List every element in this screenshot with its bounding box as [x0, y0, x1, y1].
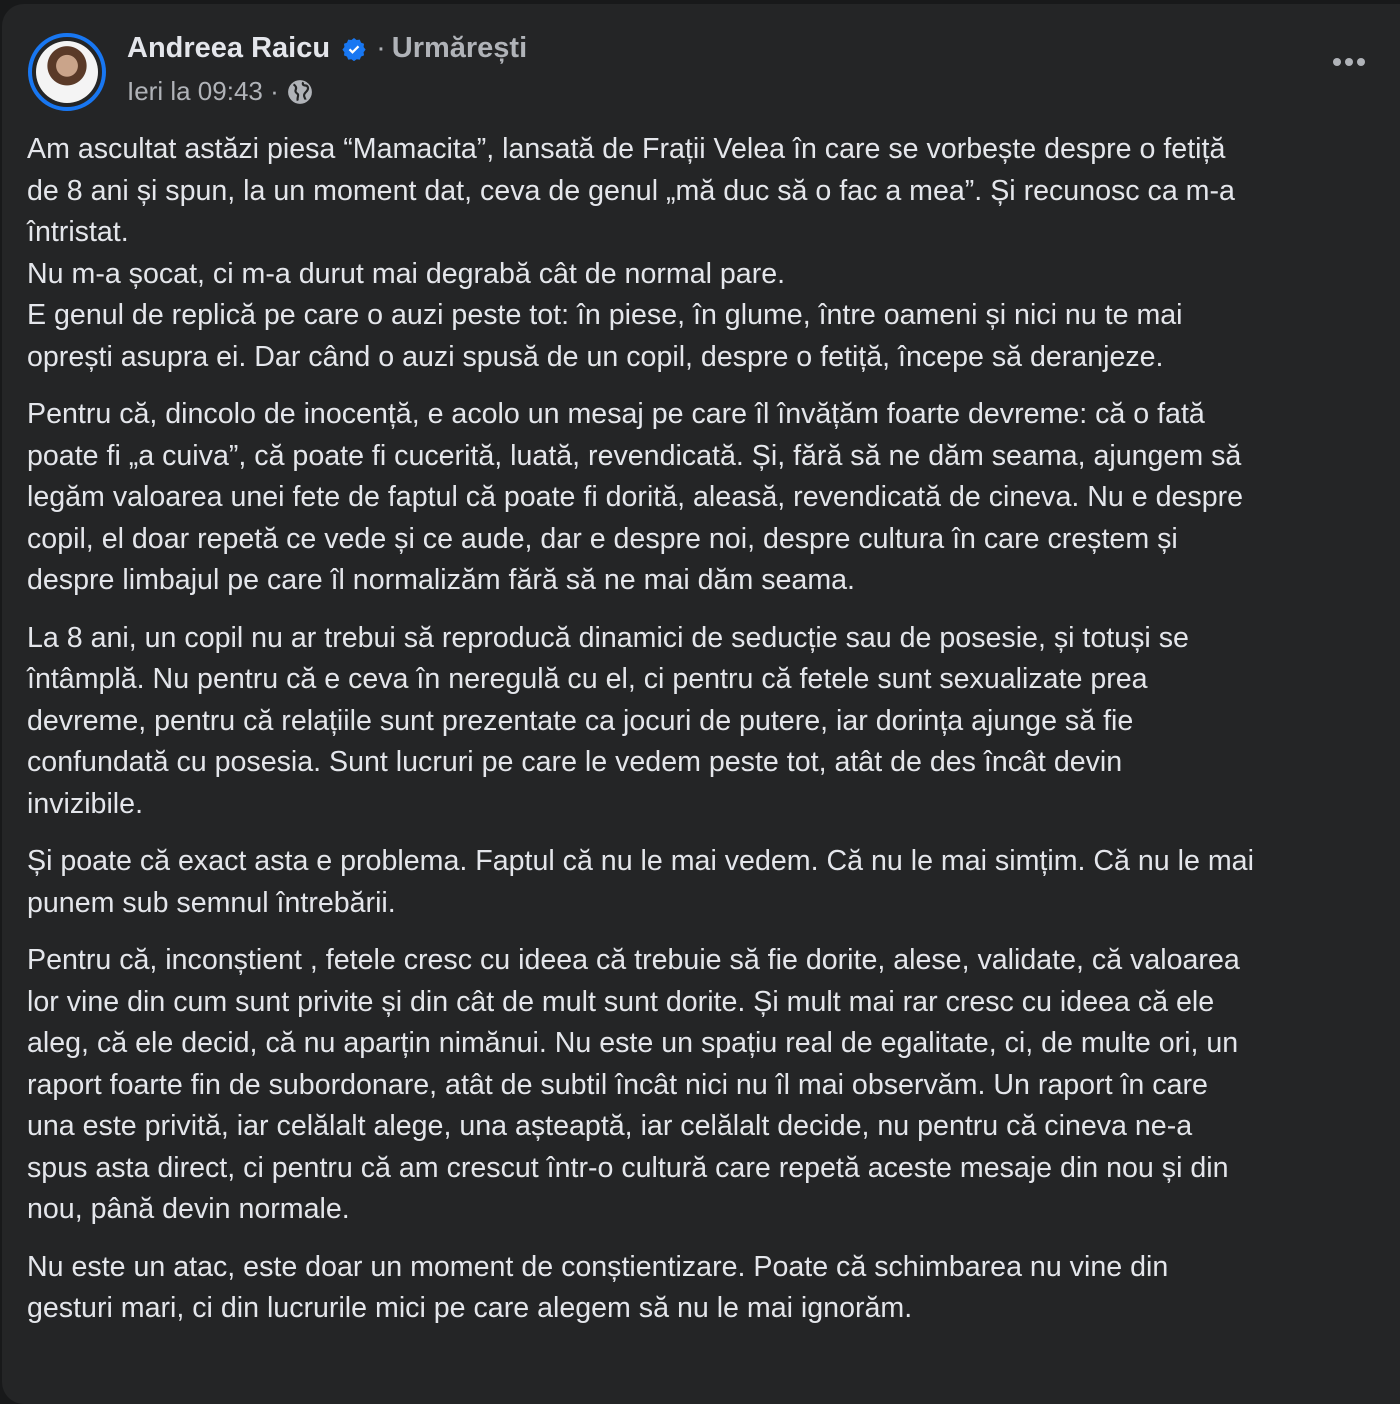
text-line: întâmplă. Nu pentru că e ceva în neregulă cu el, ci pentru că fetele sunt sexualizate prea	[27, 663, 1148, 695]
text-line: gesturi mari, ci din lucrurile mici pe care alegem să nu le mai ignorăm.	[27, 1292, 913, 1324]
text-line: Am ascultat astăzi piesa “Mamacita”, lansată de Frații Velea în care se vorbește despre o fetiță	[27, 133, 1226, 165]
verified-badge-icon	[342, 37, 366, 61]
text-line: nou, până devin normale.	[27, 1193, 350, 1225]
dot-icon	[1357, 58, 1365, 66]
text-line: Și poate că exact asta e problema. Faptul că nu le mai vedem. Că nu le mai simțim. Că nu le mai	[27, 845, 1254, 877]
text-line: Nu este un atac, este doar un moment de conștientizare. Poate că schimbarea nu vine din	[27, 1250, 1169, 1283]
post-paragraph	[27, 618, 1254, 826]
timestamp[interactable]: Ieri la 09:43 ·	[127, 76, 279, 106]
text-line: punem sub semnul întrebării.	[27, 886, 396, 919]
text-line: una este privită, iar celălalt alege, una așteaptă, iar celălalt decide, nu pentru că cineva ne-a	[27, 1110, 1193, 1142]
text-line: E genul de replică pe care o auzi peste tot: în piese, în glume, între oameni și nici nu te mai	[27, 299, 1183, 331]
text-line: spus asta direct, ci pentru că am crescut într-o cultură care repetă aceste mesaje din nou și din	[27, 1151, 1229, 1184]
post-paragraph	[27, 394, 1254, 602]
text-line: lor vine din cum sunt privite și din cât de mult sunt dorite. Și mult mai rar cresc cu ideea că ele	[27, 985, 1215, 1018]
text-line: confundată cu posesia. Sunt lucruri pe care le vedem peste tot, atât de des încât devin	[27, 746, 1123, 778]
text-line: întristat.	[27, 216, 129, 248]
text-line: Pentru că, inconștient , fetele cresc cu ideea că trebuie să fie dorite, alese, validate, că valoarea	[27, 944, 1240, 976]
post-header	[127, 32, 527, 65]
text-line: devreme, pentru că relațiile sunt prezentate ca jocuri de putere, iar dorința ajunge să fie	[27, 704, 1134, 737]
text-line: Pentru că, dincolo de inocență, e acolo un mesaj pe care îl învățăm foarte devreme: că o fată	[27, 398, 1205, 430]
dot-icon	[1345, 58, 1353, 66]
author-name[interactable]: Andreea Raicu	[127, 32, 331, 64]
post-text	[27, 129, 1254, 1346]
separator: ·	[376, 32, 386, 64]
text-line: invizibile.	[27, 787, 144, 820]
globe-icon	[287, 79, 313, 105]
text-line: poate fi „a cuiva”, că poate fi cucerită, luată, revendicată. Și, fără să ne dăm seama, ajungem să	[27, 439, 1242, 472]
avatar-image	[36, 41, 98, 103]
post-paragraph	[27, 940, 1254, 1231]
text-line: oprești asupra ei. Dar când o auzi spusă de un copil, despre o fetiță, începe să deranjeze.	[27, 340, 1164, 373]
text-line: Nu m-a șocat, ci m-a durut mai degrabă cât de normal pare.	[27, 257, 786, 290]
dot-icon	[1333, 58, 1341, 66]
post-meta	[127, 76, 313, 107]
text-line: copil, el doar repetă ce vede și ce aude, dar e despre noi, despre cultura în care creștem și	[27, 522, 1178, 555]
post-paragraph	[27, 129, 1254, 378]
text-line: raport foarte fin de subordonare, atât de subtil încât nici nu îl mai observăm. Un raport în care	[27, 1068, 1208, 1101]
text-line: de 8 ani și spun, la un moment dat, ceva de genul „mă duc să o fac a mea”. Și recunosc ca m-a	[27, 174, 1235, 207]
text-line: legăm valoarea unei fete de faptul că poate fi dorită, aleasă, revendicată de cineva. Nu e despre	[27, 481, 1244, 513]
post-paragraph	[27, 841, 1254, 924]
text-line: aleg, că ele decid, că nu aparțin nimănui. Nu este un spațiu real de egalitate, ci, de multe ori, un	[27, 1027, 1239, 1059]
avatar[interactable]	[28, 33, 106, 111]
follow-status[interactable]: Urmărești	[391, 32, 528, 64]
text-line: despre limbajul pe care îl normalizăm fără să ne mai dăm seama.	[27, 564, 855, 596]
post-paragraph	[27, 1247, 1254, 1330]
text-line: La 8 ani, un copil nu ar trebui să reproducă dinamici de seducție sau de posesie, și totuși se	[27, 621, 1189, 654]
more-options-button[interactable]	[1333, 58, 1365, 66]
